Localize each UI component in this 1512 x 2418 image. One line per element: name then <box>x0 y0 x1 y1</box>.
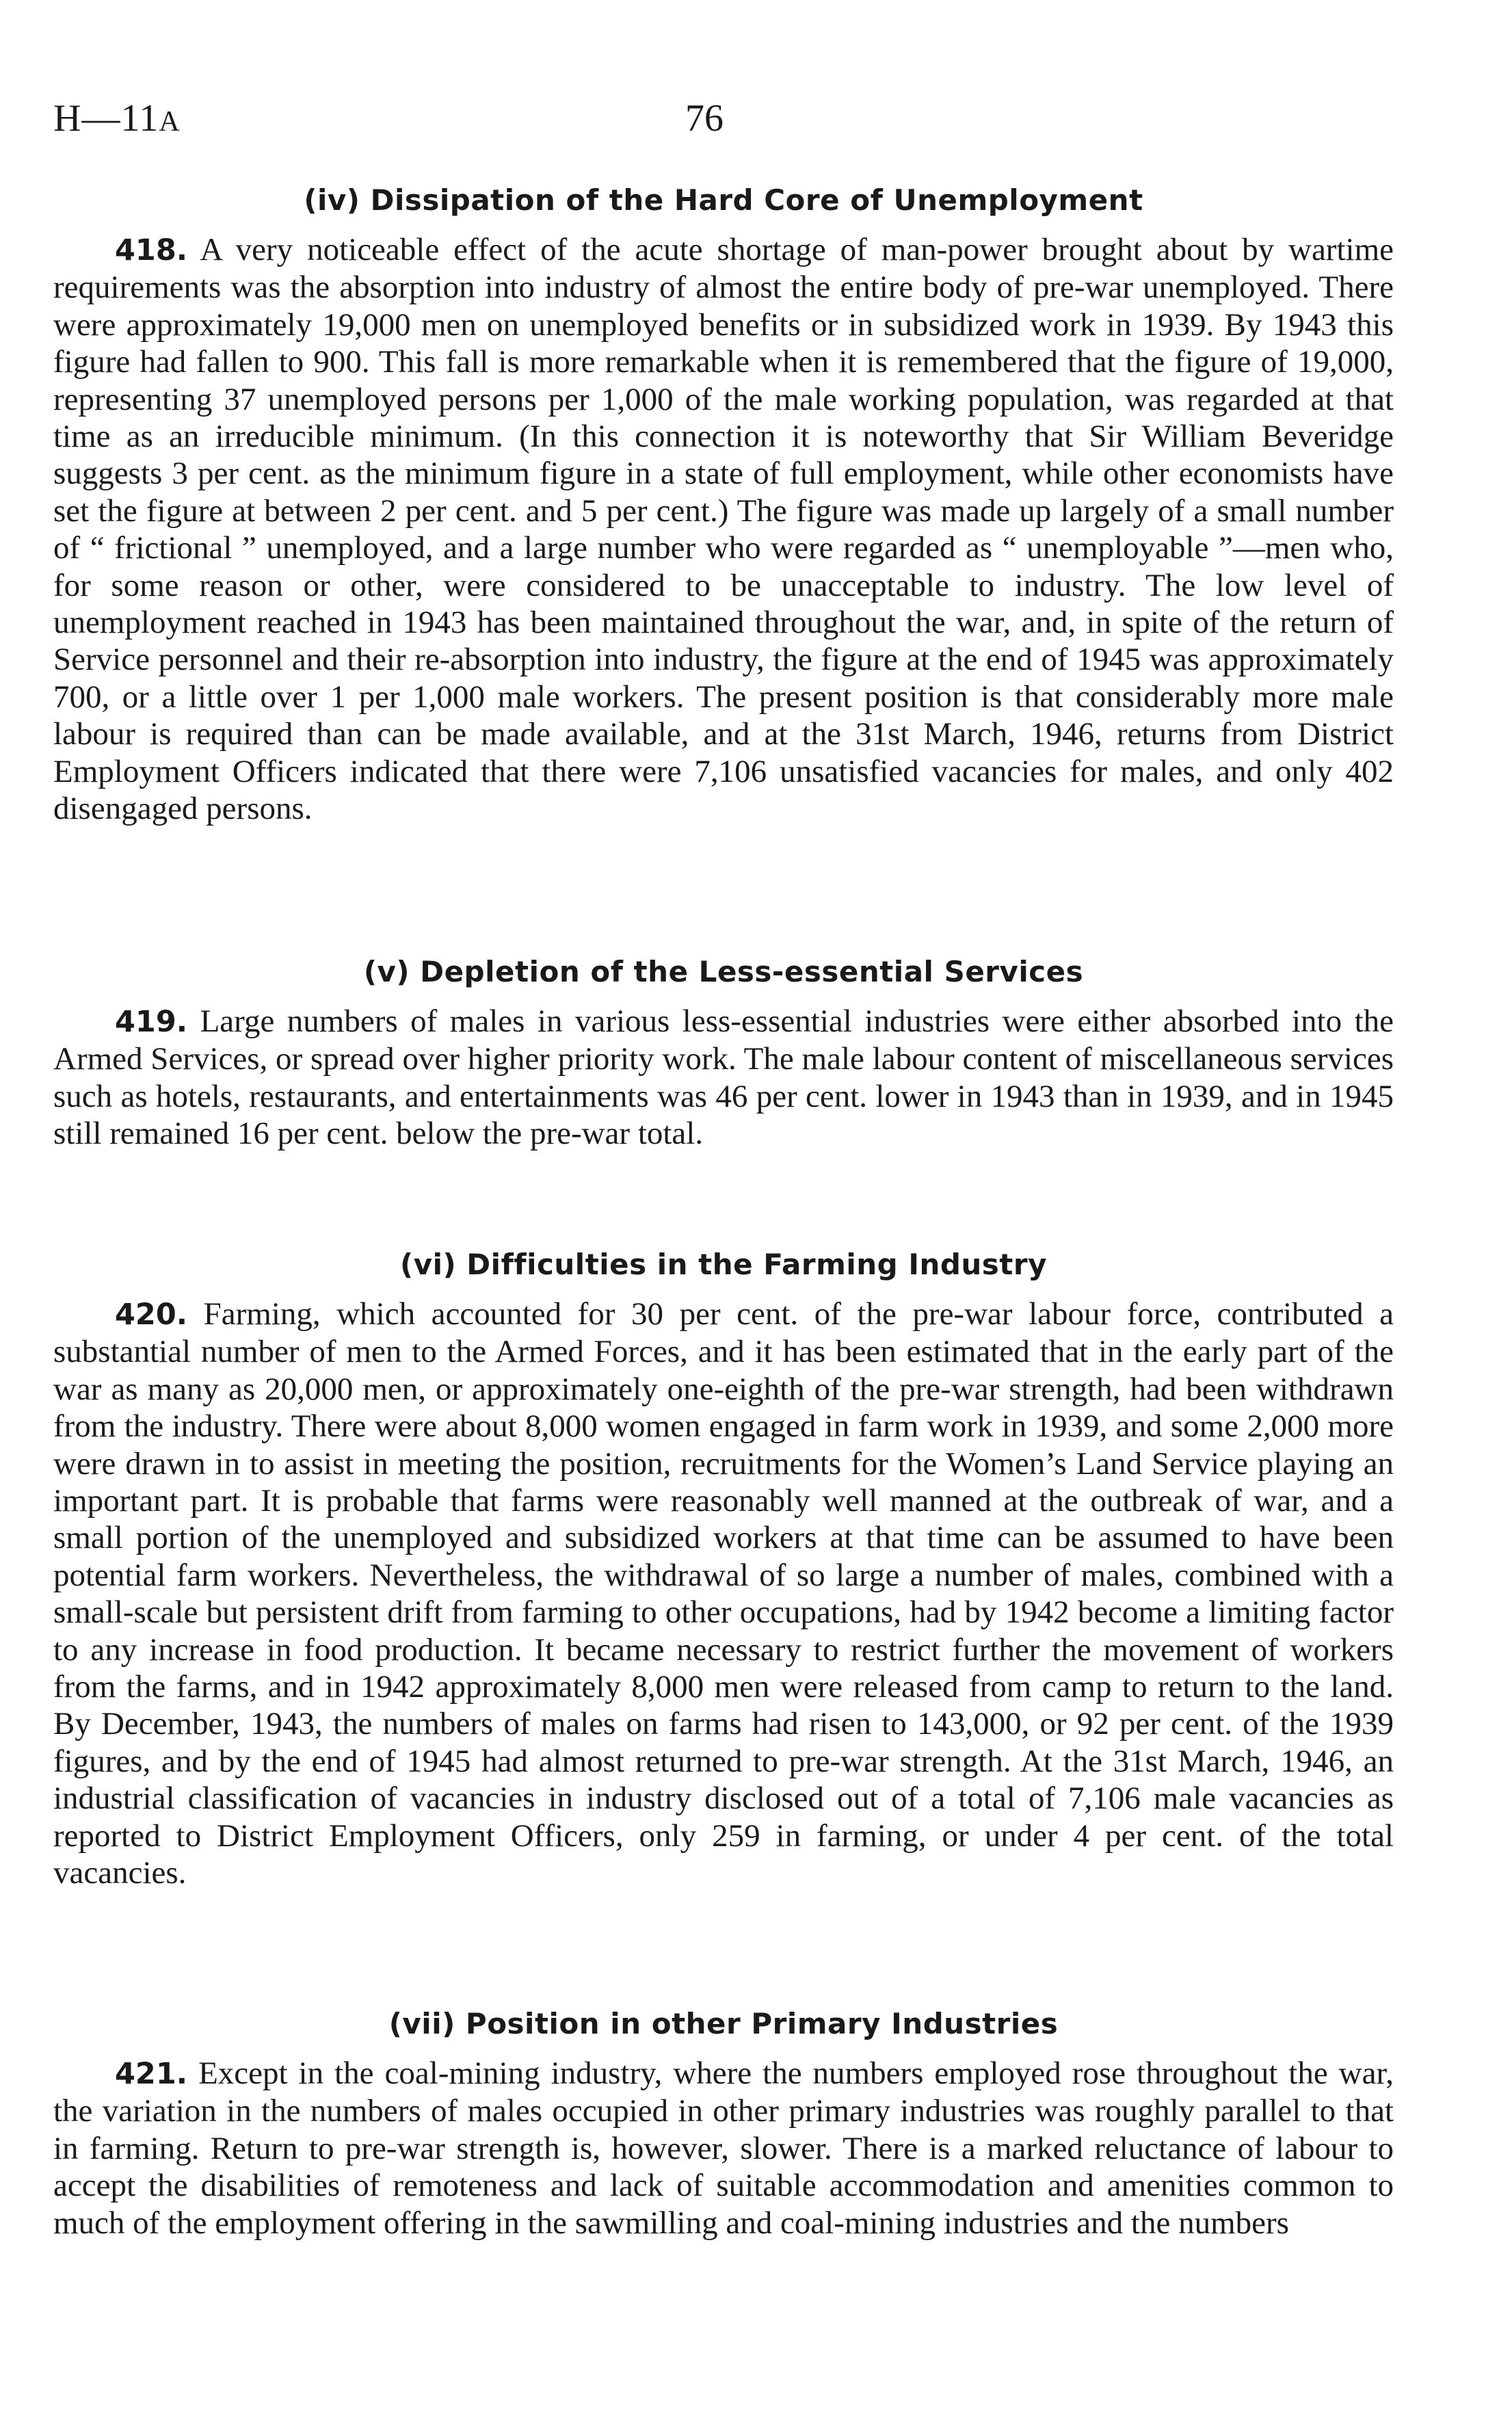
paragraph-418 <box>53 231 1394 828</box>
document-code-prefix: H—11 <box>53 97 159 140</box>
section-heading: (vi) Difficulties in the Farming Industry <box>400 1248 1047 1281</box>
section-iv <box>53 179 1394 828</box>
section-v <box>53 951 1394 1153</box>
paragraph-text: Farming, which accounted for 30 per cent. of the pre-war labour force, contributed a substantial number of men to the Armed Forces, and it has been estimated that in the early part of the war as many as 20,000 men, or approximately one-eighth of the pre-war strength, had been withdrawn from the industry. There were about 8,000 women engaged in farm work in 1939, and some 2,000 more were drawn in to assist in meeting the position, recruitments for the Women’s Land Service playing an important part. It is probable that farms were reasonably well manned at the outbreak of war, and a small portion of the unemployed and subsidized workers at that time can be assumed to have been potential farm workers. Nevertheless, the withdrawal of so large a number of males, combined with a small-scale but persistent drift from farming to other occupations, had by 1942 become a limiting factor to any increase in food production. It became necessary to restrict further the movement of workers from the farms, and in 1942 approximately 8,000 men were released from camp to return to the land. By December, 1943, the numbers of males on farms had risen to 143,000, or 92 per cent. of the 1939 figures, and by the end of 1945 had almost returned to pre-war strength. At the 31st March, 1946, an industrial classification of vacancies in industry disclosed out of a total of 7,106 male vacancies as reported to District Employment Officers, only 259 in farming, or under 4 per cent. of the total vacancies. <box>53 1296 1394 1891</box>
paragraph-text: A very noticeable effect of the acute shortage of man-power brought about by wartime requirements was the absorption into industry of almost the entire body of pre-war unemployed. There were approximately 19,000 men on unemployed benefits or in subsidized work in 1939. By 1943 this figure had fallen to 900. This fall is more remarkable when it is remembered that the figure of 19,000, representing 37 unemployed persons per 1,000 of the male working population, was regarded at that time as an irreducible minimum. (In this connection it is noteworthy that Sir William Beveridge suggests 3 per cent. as the minimum figure in a state of full employment, while other economists have set the figure at between 2 per cent. and 5 per cent.) The figure was made up largely of a small number of “ frictional ” unemployed, and a large number who were regarded as “ unemployable ”—men who, for some reason or other, were considered to be unacceptable to industry. The low level of unemployment reached in 1943 has been maintained throughout the war, and, in spite of the return of Service personnel and their re-absorption into industry, the figure at the end of 1945 was approximately 700, or a little over 1 per 1,000 male workers. The present position is that considerably more male labour is required than can be made available, and at the 31st March, 1946, returns from District Employment Officers indicated that there were 7,106 unsatisfied vacancies for males, and only 402 disengaged persons. <box>53 232 1394 827</box>
paragraph-419 <box>53 1003 1394 1153</box>
running-head <box>53 94 1394 142</box>
section-vi <box>53 1244 1394 1892</box>
paragraph-number: 421. <box>115 2057 188 2091</box>
paragraph-number: 419. <box>115 1005 188 1039</box>
paragraph-text: Large numbers of males in various less-essential industries were either absorbed into the Armed Services, or spread over higher priority work. The male labour content of miscellaneous services such as hotels, restaurants, and entertainments was 46 per cent. lower in 1943 than in 1939, and in 1945 still remained 16 per cent. below the pre-war total. <box>53 1003 1394 1152</box>
document-code-suffix: A <box>159 106 181 137</box>
section-heading: (vii) Position in other Primary Industries <box>388 2007 1059 2040</box>
document-code <box>53 94 181 146</box>
section-vii <box>53 2003 1394 2242</box>
paragraph-420 <box>53 1296 1394 1892</box>
section-heading: (iv) Dissipation of the Hard Core of Unemployment <box>304 183 1143 217</box>
paragraph-number: 418. <box>115 233 188 267</box>
section-heading: (v) Depletion of the Less-essential Services <box>363 955 1084 988</box>
paragraph-421 <box>53 2055 1394 2242</box>
page-number: 76 <box>685 97 724 140</box>
paragraph-number: 420. <box>115 1298 188 1332</box>
paragraph-text: Except in the coal-mining industry, where the numbers employed rose throughout the war, the variation in the numbers of males occupied in other primary industries was roughly parallel to that in farming. Return to pre-war strength is, however, slower. There is a marked reluctance of labour to accept the disabilities of remoteness and lack of suitable accommodation and amenities common to much of the employment offering in the sawmilling and coal-mining industries and the numbers <box>53 2055 1394 2241</box>
